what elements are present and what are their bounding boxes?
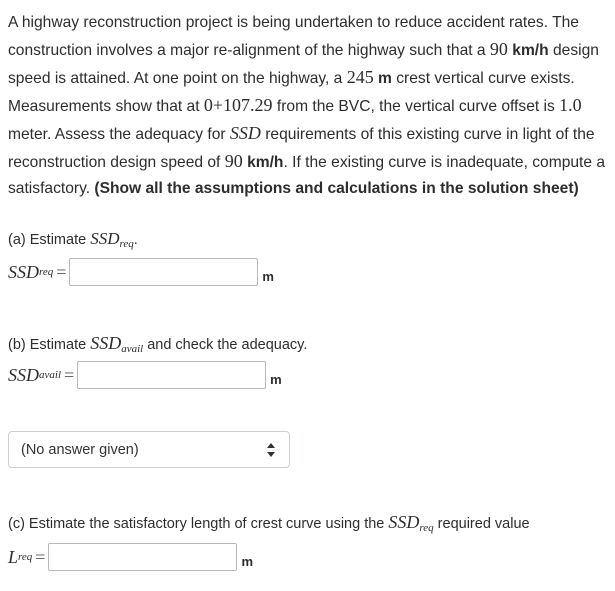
part-c-lhs: L [8,546,19,567]
instruction-bold: (Show all the assumptions and calculations in the solution sheet) [94,180,579,197]
part-a-sub: req [119,238,134,250]
part-c-var: SSD [388,512,420,532]
equals-sign: = [64,364,75,385]
l-req-input[interactable] [48,543,237,571]
part-b-answer-row [8,361,282,389]
ssd-symbol: SSD [229,123,261,143]
part-a-label-text: (a) Estimate [8,232,91,248]
design-speed-value: 90 [489,39,508,59]
part-c-sub: req [419,522,434,534]
part-b-unit: m [270,371,282,387]
question-text-part: crest vertical curve exists. Measurements show that at [8,70,575,115]
part-c-lhs-sub: req [18,551,33,563]
question-text-part: requirements of this existing curve in light of the reconstruction design speed of [8,126,595,171]
part-c-label [8,512,530,534]
part-a-var: SSD [90,229,120,248]
design-speed-value-2: 90 [224,151,243,171]
part-c-unit: m [241,553,253,569]
speed-unit: km/h [512,42,549,59]
question-text-part: design speed is attained. At one point on the highway, a [8,42,599,87]
equals-sign: = [56,261,67,282]
part-a-answer-row [8,258,274,286]
part-b-label [8,333,307,355]
part-c-label-end: required value [433,516,530,532]
part-b-sub: avail [121,343,144,355]
part-a-lhs-sub: req [39,266,54,278]
ssd-avail-input[interactable] [77,361,266,389]
curve-length-value: 245 [346,67,374,87]
question-text [8,10,608,202]
select-arrows-icon [267,443,275,457]
question-text-part: A highway reconstruction project is being undertaken to reduce accident rates. The construction involves a major re-alignment of the highway such that a [8,14,579,59]
question-text-part: from the BVC, the vertical curve offset is [272,98,560,115]
part-c-label-text: (c) Estimate the satisfactory length of crest curve using the [8,516,389,532]
part-c-answer-row [8,543,253,571]
offset-value: 1.0 [559,95,582,115]
part-b-var: SSD [90,333,122,353]
adequacy-select-value: (No answer given) [21,441,139,458]
part-b-lhs-sub: avail [39,369,61,381]
part-b-lhs: SSD [8,364,39,385]
part-a-label-end: . [133,232,138,248]
part-b-label-text: (b) Estimate [8,337,91,353]
question-text-part: meter. Assess the adequacy for [8,126,230,143]
part-a-label [8,229,138,250]
adequacy-select[interactable] [8,431,290,468]
equals-sign: = [35,546,46,567]
part-a-unit: m [262,268,274,284]
part-a-lhs: SSD [8,261,39,282]
length-unit: m [378,70,392,87]
question-text-part: . If the existing curve is inadequate, compute a satisfactory. [8,154,606,197]
station-value: 0+107.29 [203,95,273,115]
speed-unit-2: km/h [247,154,284,171]
ssd-req-input[interactable] [69,258,258,286]
part-b-label-end: and check the adequacy. [143,337,308,353]
